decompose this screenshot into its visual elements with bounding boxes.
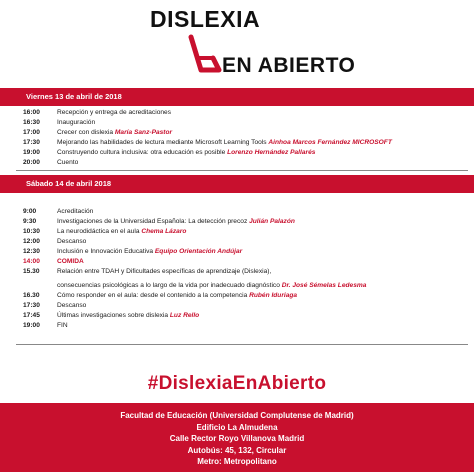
schedule-description [57, 301, 86, 311]
schedule-title: Cuento [57, 159, 79, 166]
schedule-description [57, 321, 68, 331]
schedule-title: Descanso [57, 302, 87, 309]
schedule-time: 19:00 [23, 149, 40, 156]
logo-title-dislexia: DISLEXIA [150, 6, 261, 32]
schedule-speaker: Julián Palazón [249, 218, 295, 225]
day1-header: Viernes 13 de abril de 2018 [0, 88, 474, 106]
schedule-title: Crecer con dislexia [57, 129, 114, 136]
schedule-description [57, 108, 171, 118]
schedule-time: 16:00 [23, 109, 40, 116]
venue-line: Edificio La Almudena [196, 422, 278, 432]
schedule-time: 17:30 [23, 139, 40, 146]
schedule-speaker: María Sanz-Pastor [114, 129, 173, 136]
schedule-time: 20:00 [23, 159, 40, 166]
schedule-title: Inclusión e Innovación Educativa [57, 248, 154, 255]
schedule-row [0, 158, 474, 168]
schedule-description [57, 237, 86, 247]
schedule-title: Construyendo cultura inclusiva: otra educación es posible [57, 149, 226, 156]
venue-line: Facultad de Educación (Universidad Complutense de Madrid) [120, 411, 354, 420]
schedule-title: Acreditación [57, 208, 94, 215]
schedule-title: La neurodidáctica en el aula [57, 228, 140, 235]
venue-line: Calle Rector Royo Villanova Madrid [169, 434, 305, 443]
schedule-speaker: Chema Lázaro [141, 228, 187, 235]
schedule-time: 15.30 [23, 268, 40, 275]
logo [0, 0, 474, 84]
schedule-description [57, 291, 297, 301]
schedule-time: 12:00 [23, 238, 40, 245]
schedule-time: 10:30 [23, 228, 40, 235]
schedule-description [57, 158, 78, 168]
schedule-row [0, 301, 474, 311]
schedule-time: 19:00 [23, 322, 40, 329]
schedule-time: 12:30 [23, 248, 40, 255]
schedule-row [0, 148, 474, 158]
schedule-description [57, 217, 295, 227]
schedule-description [57, 227, 186, 237]
schedule-description [57, 281, 366, 291]
schedule-row [0, 281, 474, 291]
schedule-row [0, 217, 474, 227]
red-a-emblem-icon [185, 34, 225, 74]
schedule-row [0, 138, 474, 148]
schedule-row [0, 311, 474, 321]
schedule-speaker: Ainhoa Marcos Fernández MICROSOFT [268, 139, 392, 146]
schedule-row [0, 108, 474, 118]
schedule-title: Cómo responder en el aula: desde el contenido a la competencia [57, 292, 248, 299]
schedule-time: 9:30 [23, 218, 37, 225]
schedule-speaker: Equipo Orientación Andújar [154, 248, 243, 255]
venue-line: Autobús: 45, 132, Circular [187, 445, 287, 455]
schedule-time: 9:00 [23, 208, 37, 215]
schedule-description [57, 267, 271, 277]
schedule-row [0, 128, 474, 138]
schedule-row [0, 257, 474, 267]
schedule-row [0, 207, 474, 217]
schedule-time: 14:00 [23, 258, 40, 265]
schedule-title: FIN [57, 322, 68, 329]
schedule-row [0, 321, 474, 331]
schedule-title: Últimas investigaciones sobre dislexia [57, 312, 169, 319]
schedule-row [0, 291, 474, 301]
logo-title-en-abierto: EN ABIERTO [222, 54, 356, 77]
schedule-row [0, 247, 474, 257]
schedule-speaker: Luz Rello [169, 312, 200, 319]
schedule-title: Recepción y entrega de acreditaciones [57, 109, 171, 116]
schedule-description [57, 138, 392, 148]
hashtag: #DislexiaEnAbierto [147, 373, 327, 394]
schedule-row [0, 227, 474, 237]
schedule-time: 17:00 [23, 129, 40, 136]
schedule-row [0, 118, 474, 128]
schedule-title: consecuencias psicológicas a lo largo de la vida por inadecuado diagnóstico [57, 282, 280, 289]
schedule-title: Mejorando las habilidades de lectura mediante Microsoft Learning Tools [57, 139, 267, 146]
venue-line: Metro: Metropolitano [197, 457, 277, 466]
venue-footer [0, 403, 474, 472]
schedule-title: COMIDA [57, 258, 84, 265]
schedule-description [57, 311, 199, 321]
schedule-description [57, 247, 242, 257]
schedule-title: Relación entre TDAH y Dificultades específicas de aprendizaje (Dislexia), [57, 268, 272, 275]
schedule-title: Descanso [57, 238, 87, 245]
day2-header: Sábado 14 de abril 2018 [0, 175, 474, 193]
schedule-speaker: Lorenzo Hernández Pallarés [227, 149, 316, 156]
schedule-description [57, 118, 95, 128]
schedule-description [57, 207, 93, 217]
schedule-time: 17:30 [23, 302, 40, 309]
schedule-title: Inauguración [57, 119, 96, 126]
schedule-row [0, 267, 474, 277]
schedule-time: 16.30 [23, 292, 40, 299]
schedule-title: Investigaciones de la Universidad Española: La detección precoz [57, 218, 248, 225]
schedule-row [0, 237, 474, 247]
divider [16, 170, 468, 171]
schedule-description [57, 148, 315, 158]
schedule-time: 16:30 [23, 119, 40, 126]
schedule-speaker: Dr. José Sémelas Ledesma [281, 282, 367, 289]
schedule-time: 17:45 [23, 312, 40, 319]
schedule-description [57, 128, 172, 138]
divider [16, 344, 468, 345]
schedule-speaker: Rubén Iduriaga [249, 292, 298, 299]
schedule-description [57, 257, 84, 267]
